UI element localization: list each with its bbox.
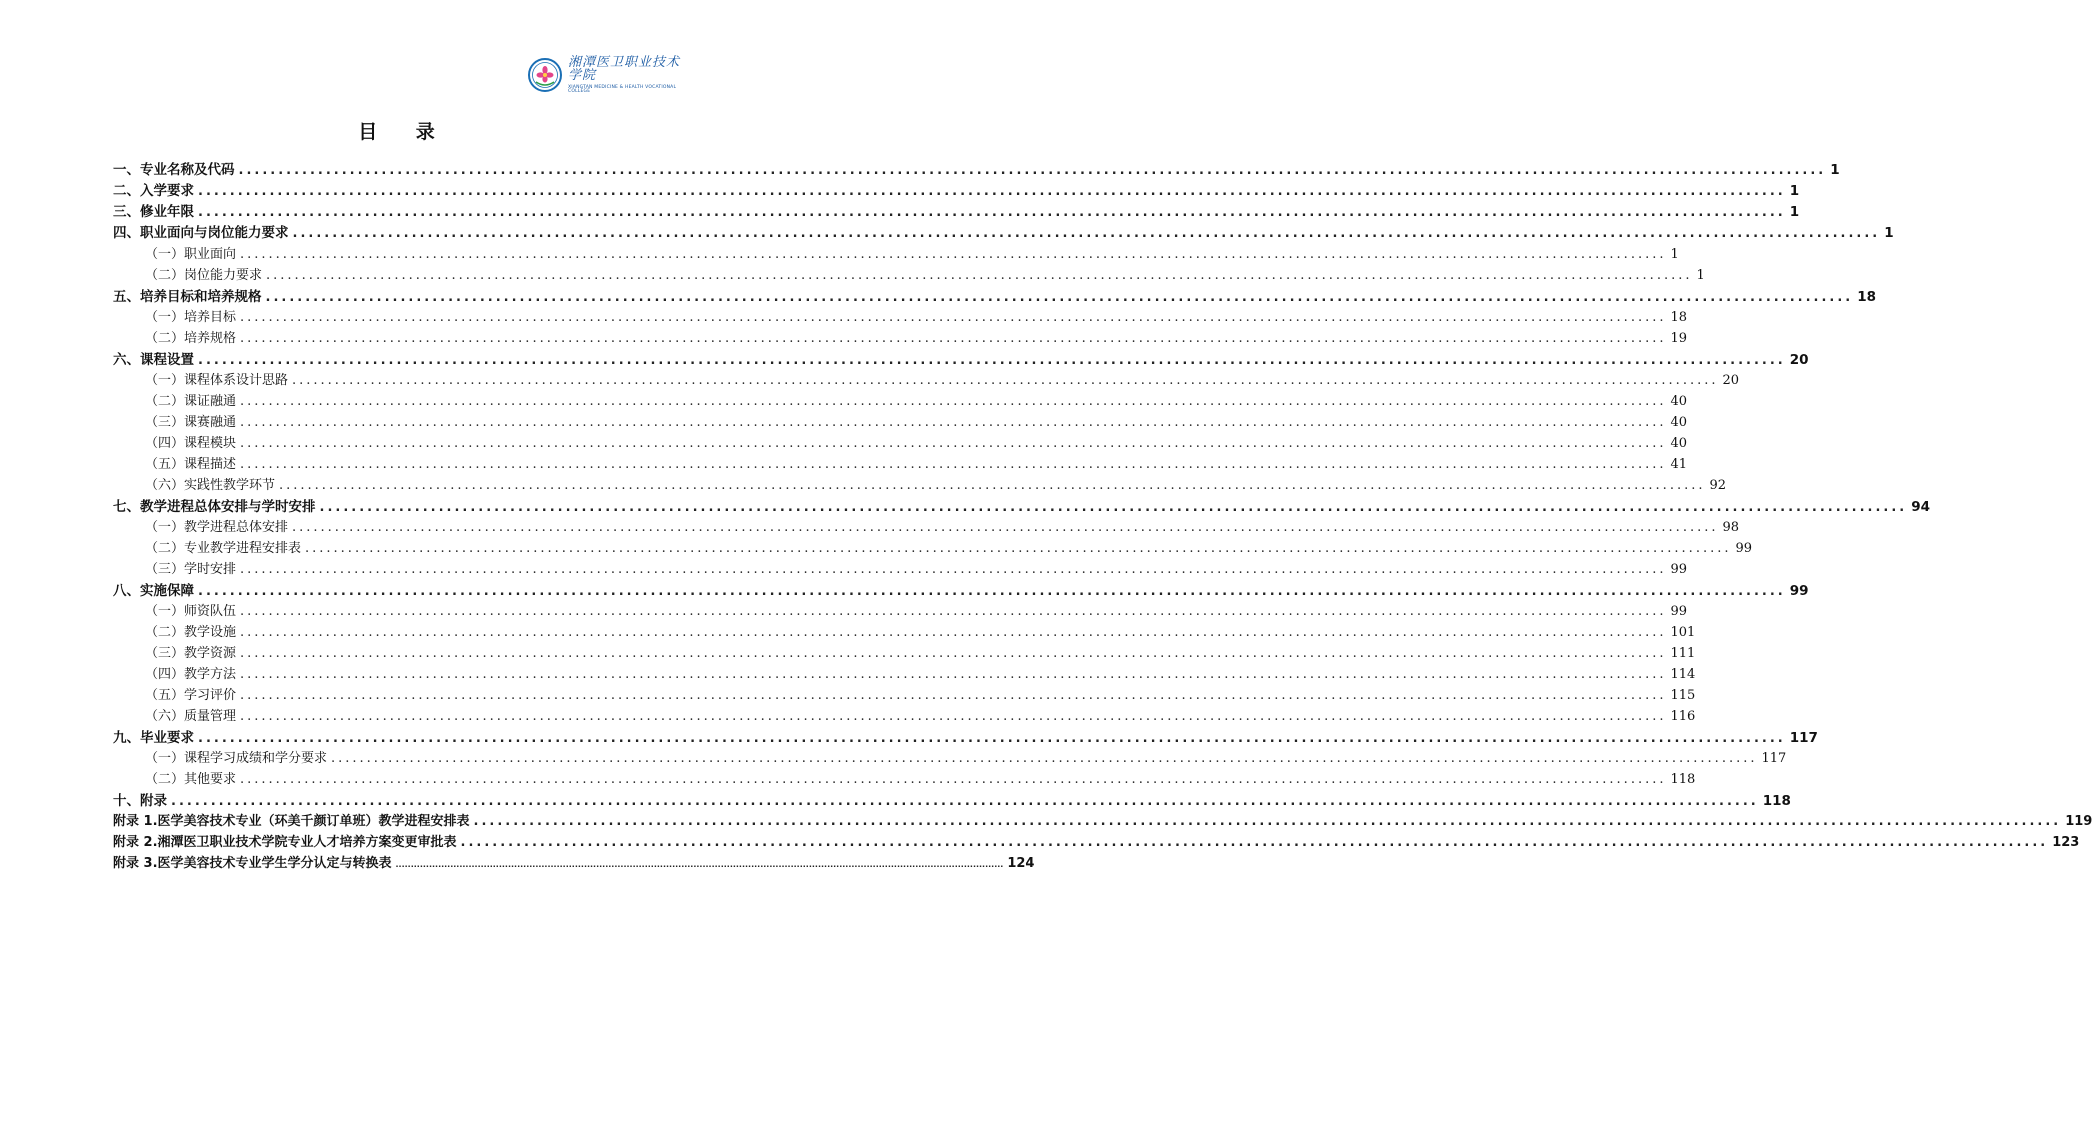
- toc-page: 18: [1857, 289, 1876, 305]
- toc-label: 二、入学要求: [113, 183, 194, 199]
- toc-label: 八、实施保障: [113, 583, 194, 599]
- toc-leader-dots: ........................................................................................................................................................................................................: [279, 478, 1706, 493]
- toc-leader-dots: ........................................................................................................................................................................................................: [240, 604, 1667, 619]
- toc-page: 99: [1670, 562, 1688, 577]
- toc-label: （三）学时安排: [145, 562, 237, 577]
- toc-entry-appendix[interactable]: [113, 854, 1035, 874]
- toc-page: 40: [1670, 415, 1688, 430]
- toc-page: 117: [1789, 730, 1818, 746]
- toc-entry[interactable]: [113, 497, 1930, 517]
- toc-leader-dots: ........................................................................................................................................................................................................: [240, 646, 1667, 661]
- toc-entry[interactable]: [145, 329, 1688, 349]
- toc-page: 119: [2065, 814, 2092, 829]
- toc-entry[interactable]: [145, 455, 1688, 475]
- toc-entry[interactable]: [145, 266, 1705, 286]
- toc-label: 五、培养目标和培养规格: [113, 289, 262, 305]
- toc-label: 附录 3.医学美容技术专业学生学分认定与转换表: [113, 856, 392, 871]
- toc-leader-dots: ........................................................................................................................................................................................................: [266, 268, 1693, 283]
- college-logo: [528, 55, 683, 95]
- toc-page: 40: [1670, 436, 1688, 451]
- toc-leader-dots: ........................................................................................................................................................................................................: [240, 688, 1667, 703]
- toc-page: 99: [1670, 604, 1688, 619]
- toc-label: 一、专业名称及代码: [113, 162, 235, 178]
- toc-leader-dots: ........................................................................................................................................................................................................: [240, 562, 1667, 577]
- toc-leader-dots: ........................................................................................................................................................................................................: [240, 415, 1667, 430]
- toc-page: 20: [1722, 373, 1740, 388]
- toc-leader-dots: ........................................................................................................................................................................................................: [395, 860, 1004, 869]
- toc-leader-dots: ........................................................................................................................................................................................................: [292, 226, 1881, 241]
- toc-page: 94: [1911, 499, 1930, 515]
- toc-leader-dots: ........................................................................................................................................................................................................: [198, 205, 1786, 220]
- toc-label: 附录 2.湘潭医卫职业技术学院专业人才培养方案变更审批表: [113, 835, 457, 850]
- toc-page: 115: [1670, 688, 1696, 703]
- toc-page: 114: [1670, 667, 1696, 682]
- toc-entry[interactable]: [145, 476, 1727, 496]
- toc-label: （四）教学方法: [145, 667, 237, 682]
- toc-page: 92: [1709, 478, 1727, 493]
- toc-entry[interactable]: [113, 223, 1894, 243]
- toc-entry[interactable]: [113, 791, 1791, 811]
- toc-page: 118: [1670, 772, 1696, 787]
- toc-page: 1: [1789, 204, 1800, 220]
- toc-label: （一）师资队伍: [145, 604, 237, 619]
- toc-leader-dots: ........................................................................................................................................................................................................: [473, 814, 2062, 829]
- toc-entry[interactable]: [145, 434, 1688, 454]
- toc-page: 111: [1670, 646, 1696, 661]
- toc-entry[interactable]: [145, 245, 1679, 265]
- toc-page: 101: [1670, 625, 1696, 640]
- toc-page: 98: [1722, 520, 1740, 535]
- toc-page: 1: [1670, 247, 1679, 262]
- toc-entry[interactable]: [145, 392, 1688, 412]
- toc-page: 99: [1789, 583, 1809, 599]
- toc-leader-dots: ........................................................................................................................................................................................................: [198, 184, 1786, 199]
- toc-page: 41: [1670, 457, 1688, 472]
- page-title: 目 录: [358, 121, 451, 143]
- toc-entry[interactable]: [113, 581, 1809, 601]
- toc-label: （一）课程学习成绩和学分要求: [145, 751, 328, 766]
- college-emblem-icon: [528, 58, 562, 92]
- toc-page: 99: [1735, 541, 1753, 556]
- toc-label: 附录 1.医学美容技术专业（环美千颜订单班）教学进程安排表: [113, 814, 470, 829]
- toc-page: 1: [1830, 162, 1840, 178]
- toc-label: 三、修业年限: [113, 204, 194, 220]
- toc-entry[interactable]: [145, 770, 1696, 790]
- toc-label: （一）职业面向: [145, 247, 237, 262]
- toc-entry[interactable]: [113, 287, 1876, 307]
- toc-leader-dots: ........................................................................................................................................................................................................: [171, 794, 1759, 809]
- toc-label: （三）教学资源: [145, 646, 237, 661]
- toc-leader-dots: ........................................................................................................................................................................................................: [292, 520, 1719, 535]
- toc-page: 20: [1789, 352, 1809, 368]
- toc-page: 1: [1789, 183, 1800, 199]
- toc-page: 1: [1884, 225, 1894, 241]
- toc-entry[interactable]: [145, 707, 1696, 727]
- toc-leader-dots: ........................................................................................................................................................................................................: [240, 625, 1667, 640]
- toc-label: 四、职业面向与岗位能力要求: [113, 225, 289, 241]
- toc-label: （二）培养规格: [145, 331, 237, 346]
- toc-label: （二）岗位能力要求: [145, 268, 263, 283]
- toc-label: （一）教学进程总体安排: [145, 520, 289, 535]
- toc-page: 123: [2052, 835, 2080, 850]
- toc-page: 116: [1670, 709, 1696, 724]
- toc-label: （二）其他要求: [145, 772, 237, 787]
- toc-page: 40: [1670, 394, 1688, 409]
- toc-leader-dots: ........................................................................................................................................................................................................: [198, 731, 1786, 746]
- toc-entry[interactable]: [145, 518, 1740, 538]
- toc-entry[interactable]: [145, 665, 1696, 685]
- toc-label: （六）质量管理: [145, 709, 237, 724]
- toc-label: 六、课程设置: [113, 352, 194, 368]
- toc-leader-dots: ........................................................................................................................................................................................................: [240, 667, 1667, 682]
- college-name-en: XIANGTAN MEDICINE & HEALTH VOCATIONAL COLLEGE: [568, 84, 677, 94]
- toc-label: （一）培养目标: [145, 310, 237, 325]
- toc-page: 18: [1670, 310, 1688, 325]
- toc-entry[interactable]: [113, 202, 1800, 222]
- toc-label: （三）课赛融通: [145, 415, 237, 430]
- toc-leader-dots: ........................................................................................................................................................................................................: [198, 353, 1786, 368]
- toc-entry[interactable]: [113, 181, 1800, 201]
- toc-entry[interactable]: [145, 623, 1696, 643]
- toc-page: 117: [1761, 751, 1787, 766]
- toc-entry[interactable]: [113, 350, 1809, 370]
- college-name-cn: 湘潭医卫职业技术学院: [568, 54, 681, 83]
- toc-entry[interactable]: [145, 539, 1753, 559]
- toc-entry[interactable]: [145, 413, 1688, 433]
- toc-label: （一）课程体系设计思路: [145, 373, 289, 388]
- toc-leader-dots: ........................................................................................................................................................................................................: [240, 247, 1667, 262]
- toc-entry[interactable]: [145, 371, 1740, 391]
- toc-leader-dots: ........................................................................................................................................................................................................: [331, 751, 1758, 766]
- toc-entry[interactable]: [145, 560, 1688, 580]
- toc-entry[interactable]: [113, 160, 1840, 180]
- toc-label: （二）专业教学进程安排表: [145, 541, 302, 556]
- toc-leader-dots: ........................................................................................................................................................................................................: [238, 163, 1827, 178]
- toc-leader-dots: ........................................................................................................................................................................................................: [240, 709, 1667, 724]
- toc-leader-dots: ........................................................................................................................................................................................................: [305, 541, 1732, 556]
- toc-page: 124: [1007, 856, 1035, 871]
- toc-label: （五）课程描述: [145, 457, 237, 472]
- toc-entry[interactable]: [113, 728, 1818, 748]
- toc-page: 118: [1762, 793, 1791, 809]
- toc-leader-dots: ........................................................................................................................................................................................................: [292, 373, 1719, 388]
- toc-label: （四）课程模块: [145, 436, 237, 451]
- toc-page: 19: [1670, 331, 1688, 346]
- toc-leader-dots: ........................................................................................................................................................................................................: [460, 835, 2049, 850]
- toc-label: （六）实践性教学环节: [145, 478, 276, 493]
- toc-label: 九、毕业要求: [113, 730, 194, 746]
- toc-entry-appendix[interactable]: [113, 812, 2092, 832]
- toc-leader-dots: ........................................................................................................................................................................................................: [240, 394, 1667, 409]
- toc-leader-dots: ........................................................................................................................................................................................................: [240, 331, 1667, 346]
- toc-leader-dots: ........................................................................................................................................................................................................: [240, 457, 1667, 472]
- toc-leader-dots: ........................................................................................................................................................................................................: [240, 772, 1667, 787]
- toc-entry[interactable]: [145, 602, 1688, 622]
- toc-label: 七、教学进程总体安排与学时安排: [113, 499, 316, 515]
- toc-page: 1: [1696, 268, 1705, 283]
- toc-entry[interactable]: [145, 686, 1696, 706]
- toc-leader-dots: ........................................................................................................................................................................................................: [240, 436, 1667, 451]
- toc-leader-dots: ........................................................................................................................................................................................................: [265, 290, 1854, 305]
- toc-leader-dots: ........................................................................................................................................................................................................: [198, 584, 1786, 599]
- toc-label: （五）学习评价: [145, 688, 237, 703]
- toc-label: （二）课证融通: [145, 394, 237, 409]
- toc-leader-dots: ........................................................................................................................................................................................................: [240, 310, 1667, 325]
- toc-entry[interactable]: [145, 749, 1787, 769]
- toc-label: 十、附录: [113, 793, 167, 809]
- toc-leader-dots: ........................................................................................................................................................................................................: [319, 500, 1908, 515]
- toc-label: （二）教学设施: [145, 625, 237, 640]
- toc-entry[interactable]: [145, 308, 1688, 328]
- toc-entry-appendix[interactable]: [113, 833, 2080, 853]
- toc-entry[interactable]: [145, 644, 1696, 664]
